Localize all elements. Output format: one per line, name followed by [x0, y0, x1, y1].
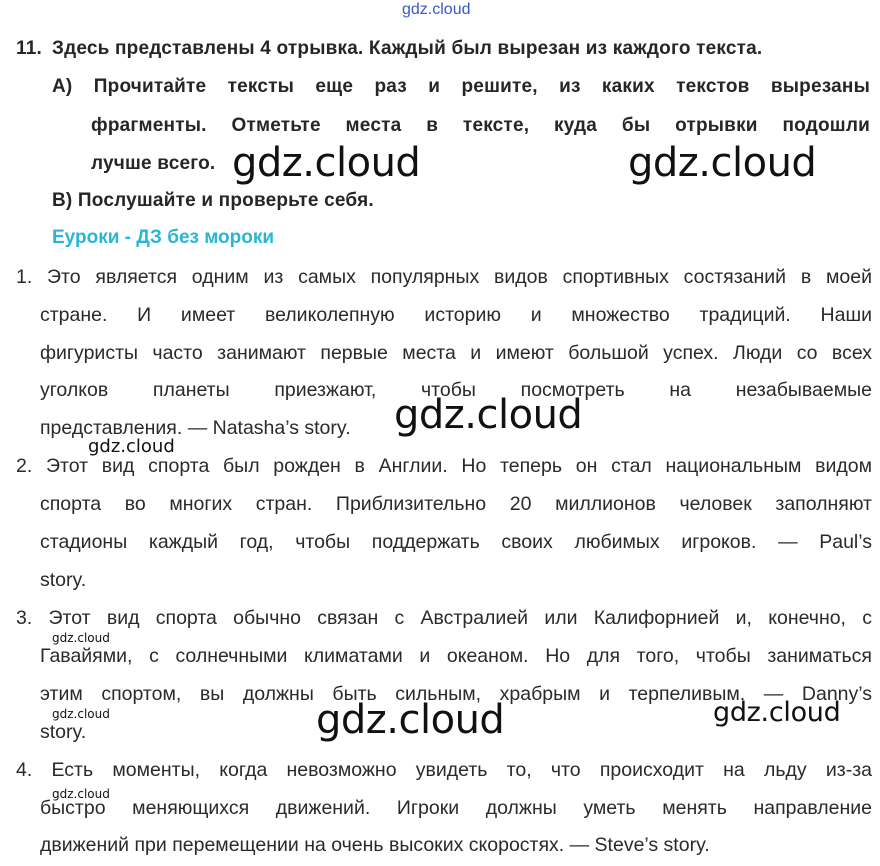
item-4-line-2: быстро меняющихся движений. Игроки должны уметь менять направление — [40, 797, 872, 819]
task-b-line: В) Послушайте и проверьте себя. — [52, 190, 374, 211]
watermark-large-3: gdz.cloud — [394, 392, 583, 438]
watermark-large-1: gdz.cloud — [232, 140, 421, 186]
item-1-line-4: уголков планеты приезжают, чтобы посмотреть на незабываемые — [40, 379, 872, 401]
item-1-line-1: 1. Это является одним из самых популярных видов спортивных состязаний в моей — [16, 266, 872, 288]
item-1-line-2: стране. И имеет великолепную историю и множество традиций. Наши — [40, 304, 872, 326]
watermark-large-2: gdz.cloud — [628, 140, 817, 186]
task-title: Здесь представлены 4 отрывка. Каждый был вырезан из каждого текста. — [52, 38, 763, 59]
item-2-line-1: 2. Этот вид спорта был рожден в Англии. Но теперь он стал национальным видом — [16, 455, 872, 477]
item-4-line-3: движений при перемещении на очень высоких скоростях. — Steve’s story. — [40, 834, 710, 856]
watermark-tiny-2: gdz.cloud — [52, 707, 110, 721]
item-3-line-2: Гавайями, с солнечными климатами и океаном. Но для того, чтобы заниматься — [40, 645, 872, 667]
watermark-tiny-1: gdz.cloud — [52, 631, 110, 645]
item-4-line-1: 4. Есть моменты, когда невозможно увидеть то, что происходит на льду из-за — [16, 759, 872, 781]
item-2-line-3: стадионы каждый год, чтобы поддержать своих любимых игроков. — Paul’s — [40, 531, 872, 553]
euroki-link[interactable]: Еуроки - ДЗ без мороки — [52, 227, 275, 248]
watermark-small-1: gdz.cloud — [88, 436, 175, 457]
item-3-line-3: этим спортом, вы должны быть сильным, храбрым и терпеливым. — Danny’s — [40, 683, 872, 705]
item-1-line-3: фигуристы часто занимают первые места и имеют большой успех. Люди со всех — [40, 342, 872, 364]
item-1-line-5: представления. — Natasha’s story. — [40, 417, 351, 439]
watermark-large-4: gdz.cloud — [316, 697, 505, 743]
task-a-line-1: А) Прочитайте тексты еще раз и решите, из каких текстов вырезаны — [52, 76, 870, 97]
task-number: 11. — [16, 38, 42, 59]
watermark-tiny-3: gdz.cloud — [52, 787, 110, 801]
watermark-medium-1: gdz.cloud — [713, 697, 841, 728]
item-3-line-4: story. — [40, 721, 87, 743]
task-a-line-2: фрагменты. Отметьте места в тексте, куда бы отрывки подошли — [91, 115, 870, 136]
item-3-line-1: 3. Этот вид спорта обычно связан с Австралией или Калифорнией и, конечно, с — [16, 607, 872, 629]
watermark-top: gdz.cloud — [402, 1, 471, 18]
task-a-line-3: лучше всего. — [91, 153, 216, 174]
item-2-line-4: story. — [40, 569, 87, 591]
item-2-line-2: спорта во многих стран. Приблизительно 20 миллионов человек заполняют — [40, 493, 872, 515]
